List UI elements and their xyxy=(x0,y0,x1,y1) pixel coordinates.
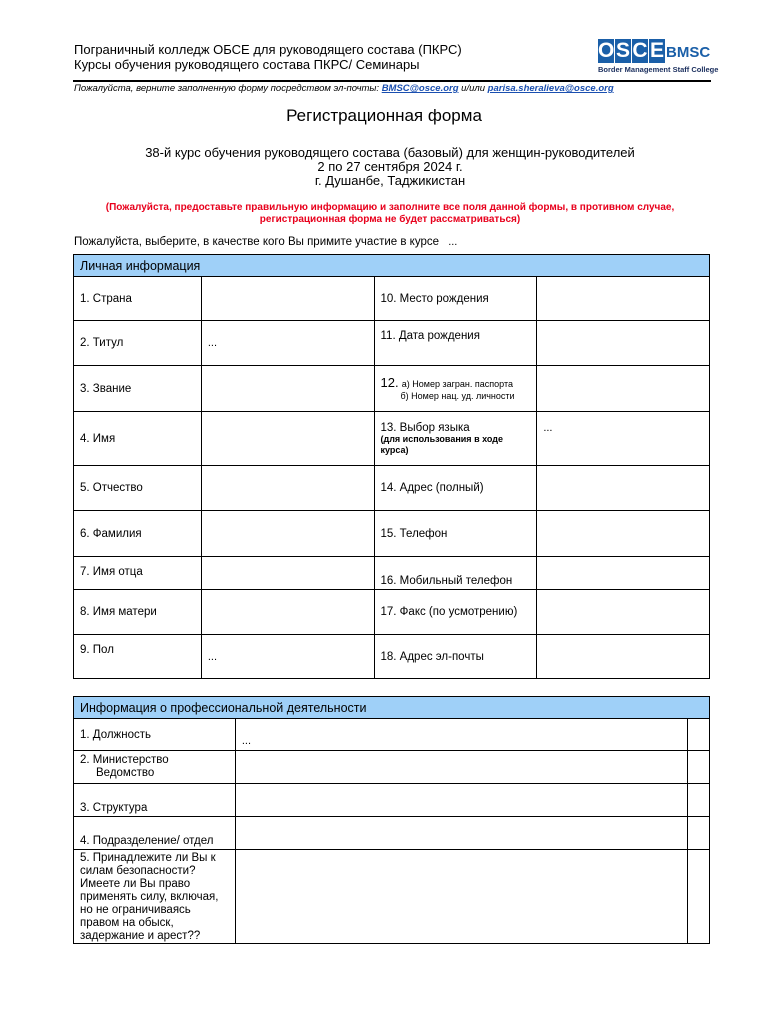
label-language xyxy=(374,412,537,466)
select-gender[interactable] xyxy=(201,635,374,679)
warning-line-2: регистрационная форма не будет рассматриваться) xyxy=(259,214,521,225)
security-q-line-5: но не ограничиваясь xyxy=(80,904,191,916)
return-text: Пожалуйста, верните заполненную форму посредством эл-почты: xyxy=(74,83,380,94)
label-title: 2. Титул xyxy=(74,321,202,366)
personal-info-table xyxy=(73,254,710,679)
security-q-line-7: задержание и арест?? xyxy=(80,930,201,942)
label-patronymic: 5. Отчество xyxy=(74,466,202,511)
position-extra-cell xyxy=(688,719,710,751)
professional-info-heading: Информация о профессиональной деятельности xyxy=(74,697,710,719)
label-agency-text: Ведомство xyxy=(96,767,155,779)
input-structure[interactable] xyxy=(235,784,687,817)
select-gender-value: ... xyxy=(207,651,218,663)
label-department: 4. Подразделение/ отдел xyxy=(74,817,236,850)
warning-notice xyxy=(0,202,768,226)
label-gender: 9. Пол xyxy=(74,635,202,679)
ministry-extra-cell xyxy=(688,751,710,784)
header-divider xyxy=(73,80,711,82)
input-mother-name[interactable] xyxy=(201,590,374,635)
input-department[interactable] xyxy=(235,817,687,850)
select-title[interactable] xyxy=(201,321,374,366)
course-name: 38-й курс обучения руководящего состава (базовый) для женщин-руководителей xyxy=(145,145,635,160)
label-documents-number: 12. xyxy=(380,375,399,390)
department-extra-cell xyxy=(688,817,710,850)
label-birthdate: 11. Дата рождения xyxy=(374,321,537,366)
select-position[interactable] xyxy=(235,719,687,751)
logo-college-text: Border Management Staff College xyxy=(598,65,719,74)
input-birthplace[interactable] xyxy=(537,277,710,321)
label-mother-name: 8. Имя матери xyxy=(74,590,202,635)
label-documents xyxy=(374,366,537,412)
input-mobile[interactable] xyxy=(537,557,710,590)
label-first-name: 4. Имя xyxy=(74,412,202,466)
select-position-value: ... xyxy=(241,735,252,747)
label-structure: 3. Структура xyxy=(74,784,236,817)
input-birthdate[interactable] xyxy=(537,321,710,366)
security-q-line-4: применять силу, включая, xyxy=(80,891,219,903)
select-language[interactable] xyxy=(537,412,710,466)
input-documents[interactable] xyxy=(537,366,710,412)
bmsc-logo-text: BMSC xyxy=(666,44,711,61)
input-fax[interactable] xyxy=(537,590,710,635)
label-email: 18. Адрес эл-почты xyxy=(374,635,537,679)
label-surname: 6. Фамилия xyxy=(74,511,202,557)
label-language-note: (для использования в ходе курса) xyxy=(380,433,503,455)
label-national-id: б) Номер нац. уд. личности xyxy=(400,391,515,401)
input-patronymic[interactable] xyxy=(201,466,374,511)
and-or-text: и/или xyxy=(461,83,486,94)
participation-label: Пожалуйста, выберите, в качестве кого Вы примите участие в курсе xyxy=(74,236,439,248)
label-security-forces xyxy=(74,850,236,944)
page-title: Регистрационная форма xyxy=(286,106,482,125)
osce-bmsc-logo xyxy=(598,39,719,79)
participation-select[interactable]: ... xyxy=(448,236,458,248)
input-surname[interactable] xyxy=(201,511,374,557)
label-position: 1. Должность xyxy=(74,719,236,751)
input-first-name[interactable] xyxy=(201,412,374,466)
email-link-bmsc[interactable]: BMSC@osce.org xyxy=(381,83,459,94)
course-dates: 2 по 27 сентября 2024 г. xyxy=(317,159,463,174)
input-phone[interactable] xyxy=(537,511,710,557)
warning-line-1: (Пожалуйста, предоставьте правильную информацию и заполните все поля данной формы, в противном случае, xyxy=(105,202,675,213)
personal-info-heading: Личная информация xyxy=(74,255,710,277)
label-language-text: 13. Выбор языка xyxy=(380,421,470,434)
security-extra-cell xyxy=(688,850,710,944)
course-info xyxy=(0,146,768,188)
label-country: 1. Страна xyxy=(74,277,202,321)
course-series: Курсы обучения руководящего состава ПКРС/ Семинары xyxy=(74,57,420,72)
security-q-line-6: правом на обыск, xyxy=(80,917,174,929)
professional-info-table xyxy=(73,696,710,944)
input-address[interactable] xyxy=(537,466,710,511)
label-phone: 15. Телефон xyxy=(374,511,537,557)
select-language-value: ... xyxy=(543,422,553,434)
college-name: Пограничный колледж ОБСЕ для руководящего состава (ПКРС) xyxy=(74,42,462,57)
return-instructions xyxy=(74,83,614,94)
label-address: 14. Адрес (полный) xyxy=(374,466,537,511)
input-country[interactable] xyxy=(201,277,374,321)
osce-logo-letters: O S C E xyxy=(598,39,664,62)
label-ministry xyxy=(74,751,236,784)
participation-prompt xyxy=(74,236,457,248)
label-father-name: 7. Имя отца xyxy=(74,557,202,590)
security-q-line-3: Имеете ли Вы право xyxy=(80,878,191,890)
select-title-value: ... xyxy=(207,337,218,349)
label-mobile: 16. Мобильный телефон xyxy=(374,557,537,590)
security-q-line-2: силам безопасности? xyxy=(80,865,196,877)
course-location: г. Душанбе, Таджикистан xyxy=(314,173,466,188)
label-rank: 3. Звание xyxy=(74,366,202,412)
input-email[interactable] xyxy=(537,635,710,679)
label-passport: а) Номер загран. паспорта xyxy=(401,379,513,389)
label-birthplace: 10. Место рождения xyxy=(374,277,537,321)
input-ministry[interactable] xyxy=(235,751,687,784)
input-rank[interactable] xyxy=(201,366,374,412)
label-fax: 17. Факс (по усмотрению) xyxy=(374,590,537,635)
label-ministry-text: 2. Министерство xyxy=(80,754,169,766)
input-security-forces[interactable] xyxy=(235,850,687,944)
email-link-parisa[interactable]: parisa.sheralieva@osce.org xyxy=(487,83,614,94)
structure-extra-cell xyxy=(688,784,710,817)
security-q-line-1: 5. Принадлежите ли Вы к xyxy=(80,852,216,864)
input-father-name[interactable] xyxy=(201,557,374,590)
